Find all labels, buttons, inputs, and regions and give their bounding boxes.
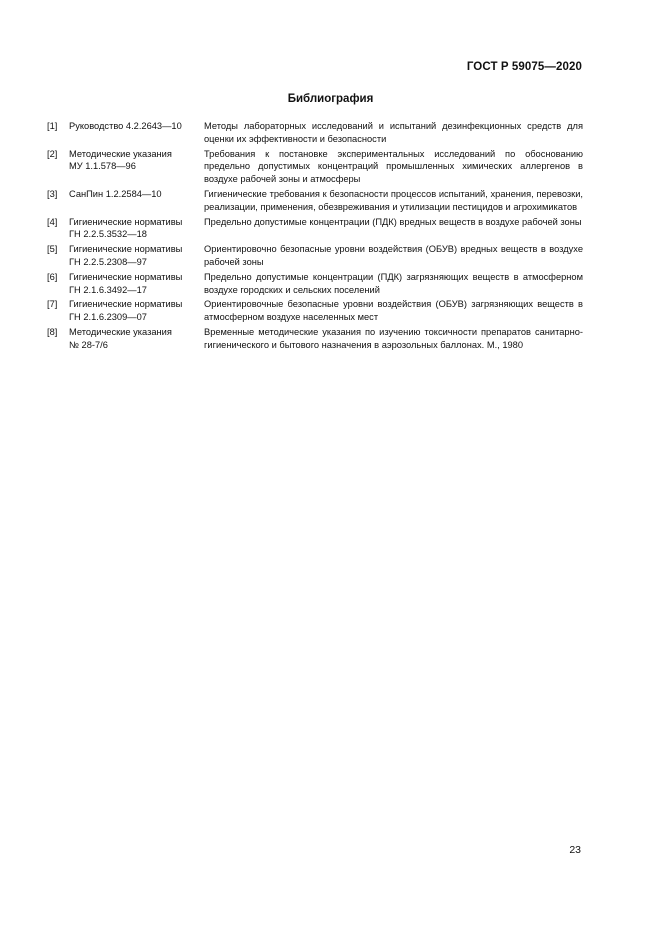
entry-source: Методические указания № 28-7/6 xyxy=(69,326,172,350)
entry-source: Методические указания МУ 1.1.578—96 xyxy=(69,148,172,172)
bibliography-entry xyxy=(47,243,583,271)
entry-source: Гигиенические нормативы ГН 2.2.5.2308—97 xyxy=(69,244,183,267)
page-number: 23 xyxy=(569,844,581,856)
bibliography-entry xyxy=(47,216,583,244)
entry-source: Гигиенические нормативы ГН 2.2.5.3532—18 xyxy=(69,216,183,240)
entry-number: [7] xyxy=(47,299,58,310)
entry-description: Ориентировочные безопасные уровни воздействия (ОБУВ) загрязняющих веществ в атмосферном воздухе населенных мест xyxy=(204,299,583,323)
entry-number: [3] xyxy=(47,188,58,199)
entry-number: [1] xyxy=(47,121,58,131)
entry-number: [5] xyxy=(47,244,58,255)
entry-source: Гигиенические нормативы ГН 2.1.6.2309—07 xyxy=(69,299,183,323)
entry-description: Предельно допустимые концентрации (ПДК) загрязняющих веществ в атмосферном воздухе городских и сельских поселений xyxy=(204,271,583,295)
entry-description: Ориентировочно безопасные уровни воздействия (ОБУВ) вредных веществ в воздухе рабочей зоны xyxy=(204,244,583,267)
entry-source: Руководство 4.2.2643—10 xyxy=(69,121,182,131)
entry-description: Предельно допустимые концентрации (ПДК) вредных веществ в воздухе рабочей зоны xyxy=(204,216,582,227)
standard-code-header: ГОСТ Р 59075—2020 xyxy=(466,61,582,73)
entry-description: Временные методические указания по изучению токсичности препаратов санитарно-гигиенического и бытового назначения в аэрозольных баллонах. М., 1980 xyxy=(204,326,583,350)
entry-number: [2] xyxy=(47,148,58,159)
bibliography-entry xyxy=(47,188,583,216)
entry-number: [6] xyxy=(47,271,58,282)
entry-number: [4] xyxy=(47,216,58,227)
bibliography-entry xyxy=(47,326,583,354)
entry-number: [8] xyxy=(47,326,58,337)
bibliography-entry xyxy=(47,271,583,299)
entry-source: СанПин 1.2.2584—10 xyxy=(69,188,162,199)
bibliography-title: Библиография xyxy=(287,93,374,105)
bibliography-table xyxy=(47,120,583,354)
entry-description: Гигиенические требования к безопасности процессов испытаний, хранения, перевозки, реализации, применения, обезвреживания и утилизации пестицидов и агрохимикатов xyxy=(204,188,583,212)
bibliography-entry xyxy=(47,120,583,148)
entry-source: Гигиенические нормативы ГН 2.1.6.3492—17 xyxy=(69,271,183,295)
entry-description: Требования к постановке экспериментальных исследований по обоснованию предельно допустимых концентраций промышленных химических аллергенов в воздухе рабочей зоны и атмосферы xyxy=(204,148,583,185)
entry-description: Методы лабораторных исследований и испытаний дезинфекционных средств для оценки их эффективности и безопасности xyxy=(204,121,583,144)
bibliography-entry xyxy=(47,298,583,326)
bibliography-entry xyxy=(47,148,583,188)
